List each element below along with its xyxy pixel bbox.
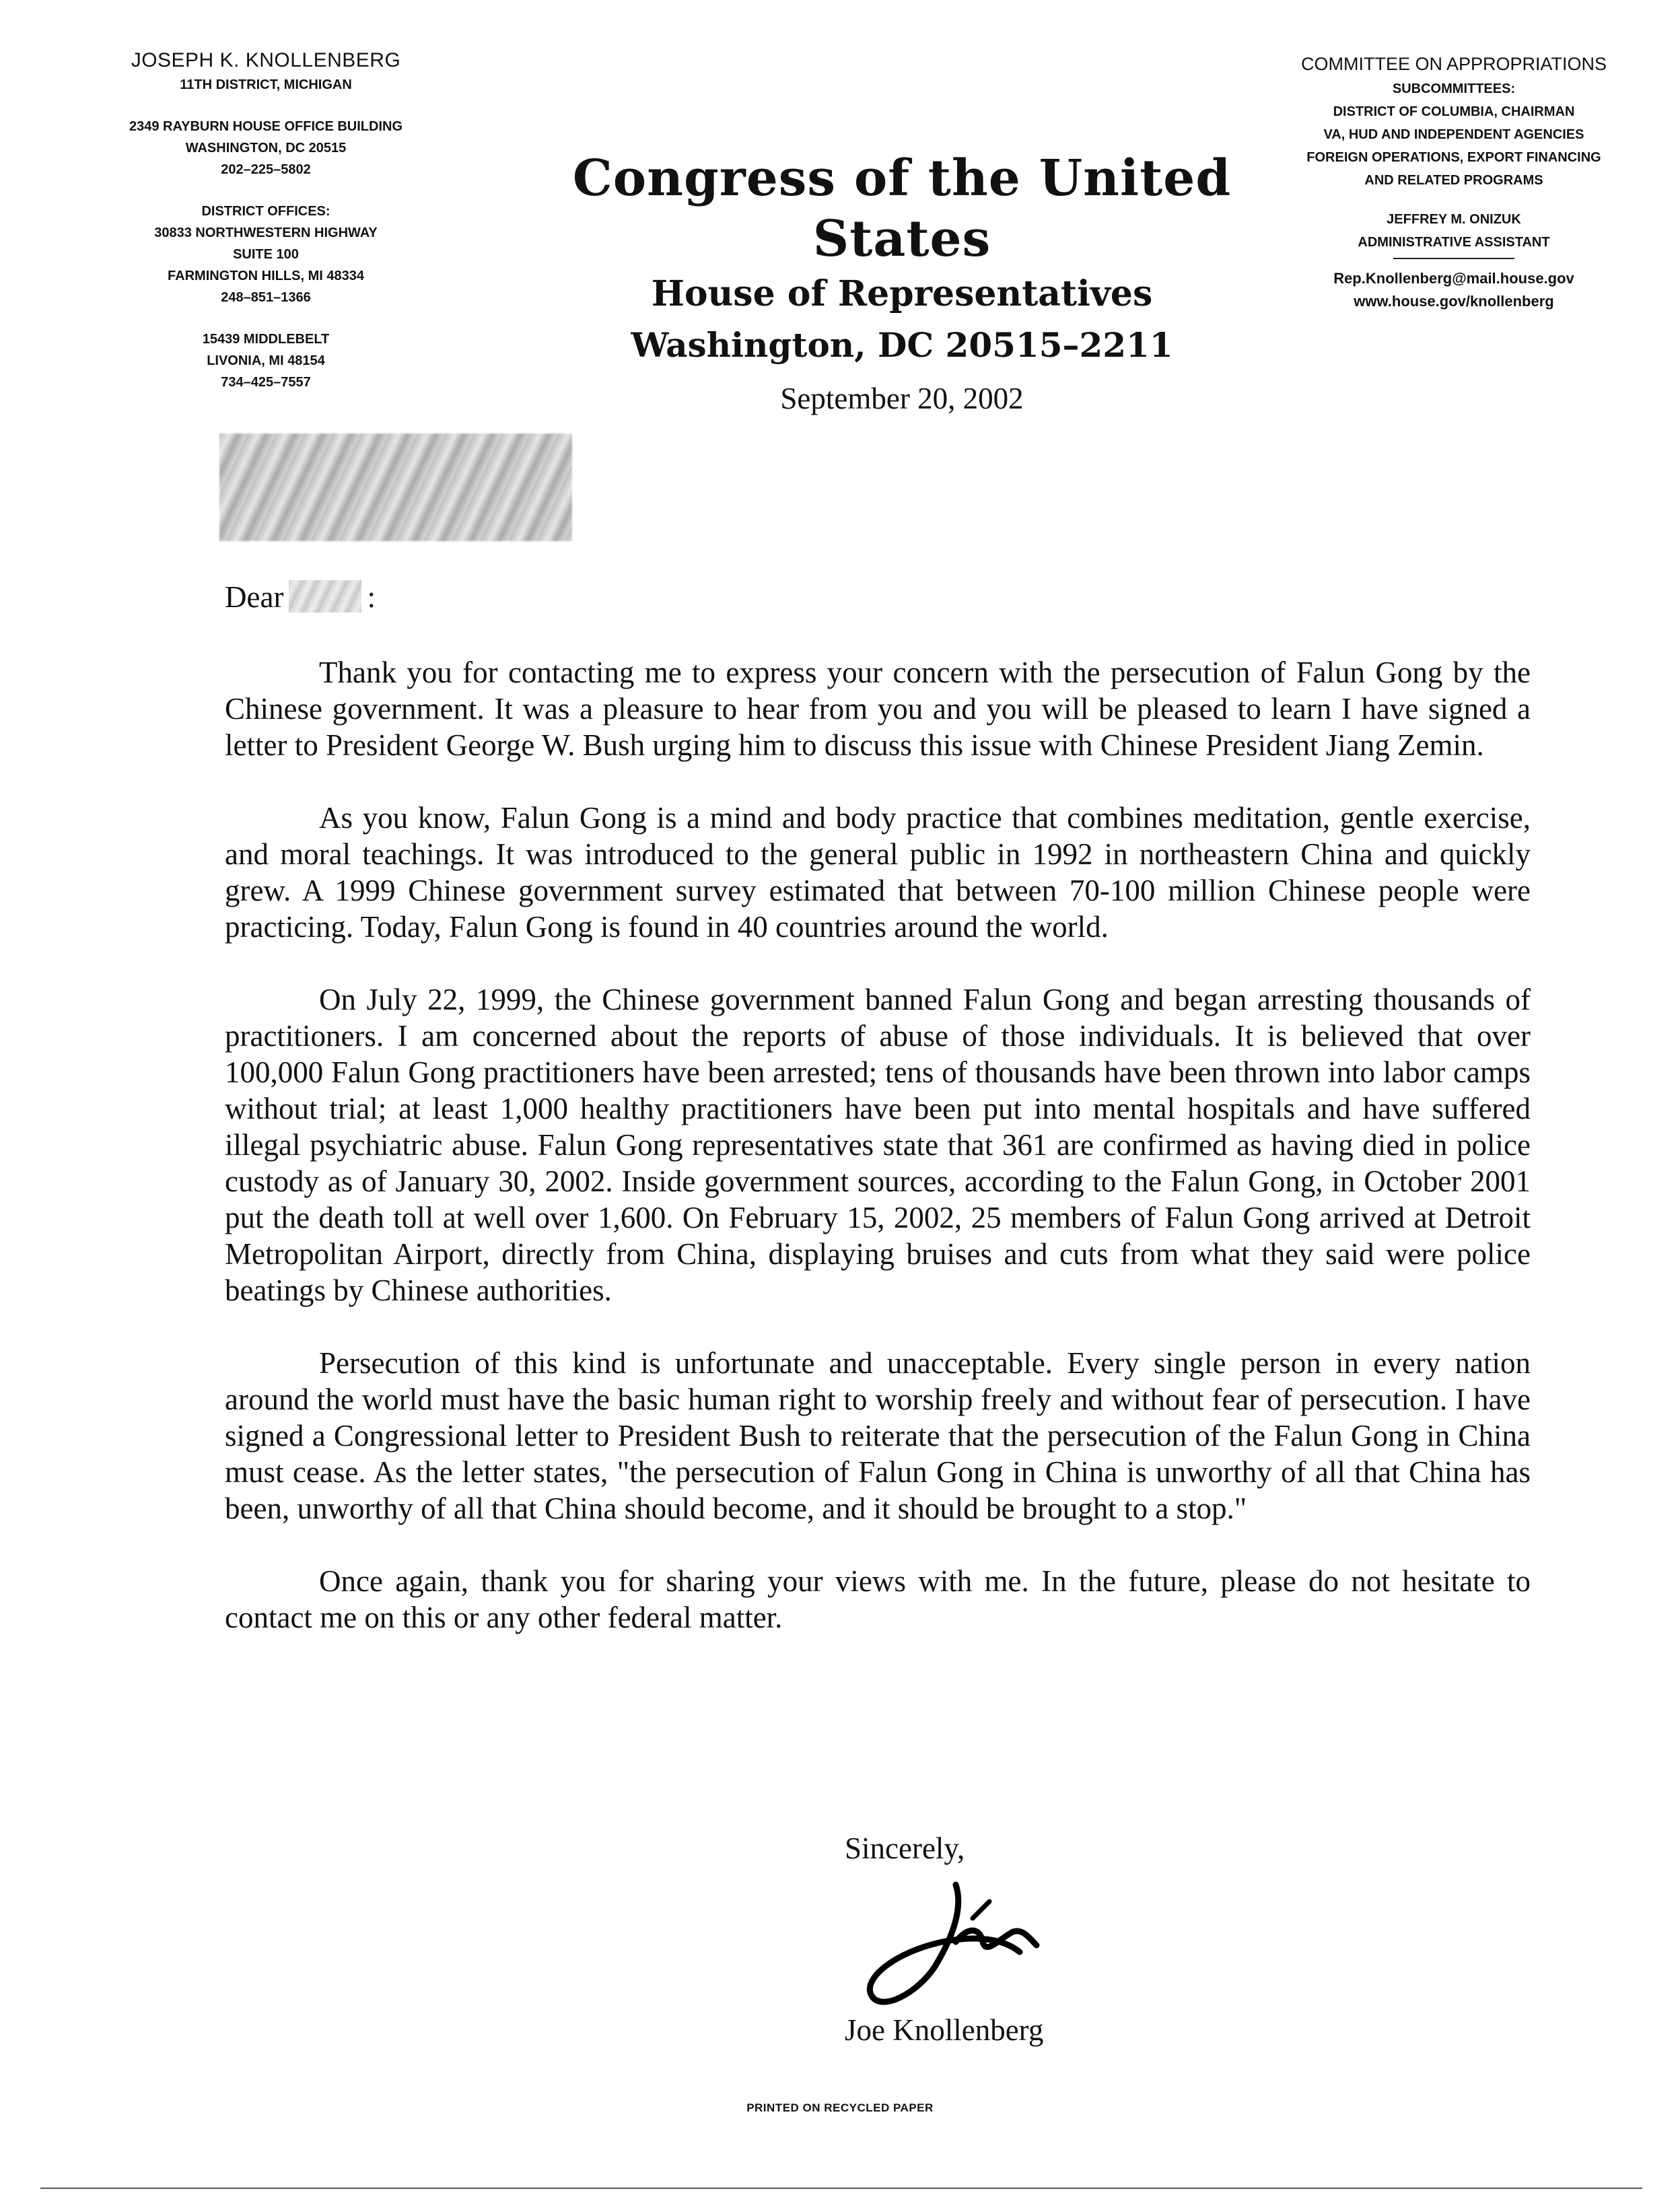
bottom-rule bbox=[40, 2188, 1642, 2189]
subcommittee-3: FOREIGN OPERATIONS, EXPORT FINANCING bbox=[1306, 150, 1601, 165]
aide-name: JEFFREY M. ONIZUK bbox=[1387, 212, 1521, 227]
redacted-recipient-address bbox=[219, 433, 572, 541]
salutation bbox=[225, 579, 1531, 615]
letter-body bbox=[225, 579, 1531, 1672]
member-info-block bbox=[101, 47, 431, 393]
subcommittee-2: VA, HUD AND INDEPENDENT AGENCIES bbox=[1323, 127, 1584, 142]
divider bbox=[1393, 258, 1514, 259]
subcommittee-1: DISTRICT OF COLUMBIA, CHAIRMAN bbox=[1333, 104, 1575, 119]
paragraph-3: On July 22, 1999, the Chinese government banned Falun Gong and began arresting thousands of practitioners. I am concerned about the reports of abuse of those individuals. It is believed that over 100,000 Falun Gong practitioners have been arrested; tens of thousands have been thrown into labor camps without trial; at least 1,000 healthy practitioners have been put into mental hospitals and have suffered illegal psychiatric abuse. Falun Gong representatives state that 361 are confirmed as having died in police custody as of January 30, 2002. Inside government sources, according to the Falun Gong, in October 2001 put the death toll at well over 1,600. On February 15, 2002, 25 members of Falun Gong arrived at Detroit Metropolitan Airport, directly from China, displaying bruises and cuts from what they said were police beatings by Chinese authorities. bbox=[225, 983, 1531, 1307]
office1-city: FARMINGTON HILLS, MI 48334 bbox=[168, 269, 364, 283]
member-name: JOSEPH K. KNOLLENBERG bbox=[131, 49, 401, 71]
washington-address: Washington, DC 20515–2211 bbox=[631, 325, 1173, 365]
congress-title: Congress of the United States bbox=[572, 149, 1232, 268]
paragraph-1: Thank you for contacting me to express your concern with the persecution of Falun Gong by the Chinese government. It was a pleasure to hear from you and you will be pleased to learn I have signed a letter to President George W. Bush urging him to discuss this issue with Chinese President Jiang Zemin. bbox=[225, 656, 1531, 762]
house-title: House of Representatives bbox=[651, 273, 1153, 314]
letter-date: September 20, 2002 bbox=[780, 382, 1024, 415]
committee-name: COMMITTEE ON APPROPRIATIONS bbox=[1300, 54, 1607, 74]
closing: Sincerely, bbox=[845, 1831, 965, 1865]
redacted-recipient-name bbox=[289, 580, 361, 613]
dc-office-address: 2349 RAYBURN HOUSE OFFICE BUILDING bbox=[129, 119, 403, 134]
office2-city: LIVONIA, MI 48154 bbox=[207, 353, 325, 368]
office1-suite: SUITE 100 bbox=[233, 247, 299, 262]
dc-office-city: WASHINGTON, DC 20515 bbox=[185, 141, 347, 155]
email-address: Rep.Knollenberg@mail.house.gov bbox=[1333, 270, 1574, 287]
dc-office-phone: 202–225–5802 bbox=[221, 162, 311, 177]
subcommittee-3-cont: AND RELATED PROGRAMS bbox=[1364, 173, 1543, 188]
office1-street: 30833 NORTHWESTERN HIGHWAY bbox=[154, 225, 378, 240]
office2-phone: 734–425–7557 bbox=[221, 375, 311, 390]
office2-street: 15439 MIDDLEBELT bbox=[202, 332, 330, 347]
member-district: 11TH DISTRICT, MICHIGAN bbox=[180, 77, 352, 92]
signer-name: Joe Knollenberg bbox=[845, 2013, 1044, 2047]
committee-info-block bbox=[1279, 50, 1629, 313]
recycled-paper-notice: PRINTED ON RECYCLED PAPER bbox=[746, 2101, 934, 2114]
district-offices-label: DISTRICT OFFICES: bbox=[201, 204, 330, 219]
paragraph-4: Persecution of this kind is unfortunate and unacceptable. Every single person in every nation around the world must have the basic human right to worship freely and without fear of persecution. I have signed a Congressional letter to President Bush to reiterate that the persecution of the Falun Gong in China must cease. As the letter states, "the persecution of Falun Gong in China is unworthy of all that China has been, unworthy of all that China should become, and it should be brought to a stop." bbox=[225, 1346, 1531, 1525]
subcommittees-label: SUBCOMMITTEES: bbox=[1392, 81, 1516, 96]
letterhead-title-block bbox=[498, 148, 1306, 421]
office1-phone: 248–851–1366 bbox=[221, 290, 311, 305]
paragraph-2: As you know, Falun Gong is a mind and body practice that combines meditation, gentle exercise, and moral teachings. It was introduced to the general public in 1992 in northeastern China and quickly grew. A 1999 Chinese government survey estimated that between 70-100 million Chinese people were practicing. Today, Falun Gong is found in 40 countries around the world. bbox=[225, 801, 1531, 944]
signature bbox=[855, 1878, 1057, 2019]
paragraph-5: Once again, thank you for sharing your views with me. In the future, please do not hesitate to contact me on this or any other federal matter. bbox=[225, 1564, 1531, 1634]
website-address: www.house.gov/knollenberg bbox=[1354, 293, 1554, 310]
salutation-word: Dear bbox=[225, 580, 284, 614]
aide-title: ADMINISTRATIVE ASSISTANT bbox=[1358, 235, 1550, 250]
salutation-punct: : bbox=[367, 580, 376, 614]
